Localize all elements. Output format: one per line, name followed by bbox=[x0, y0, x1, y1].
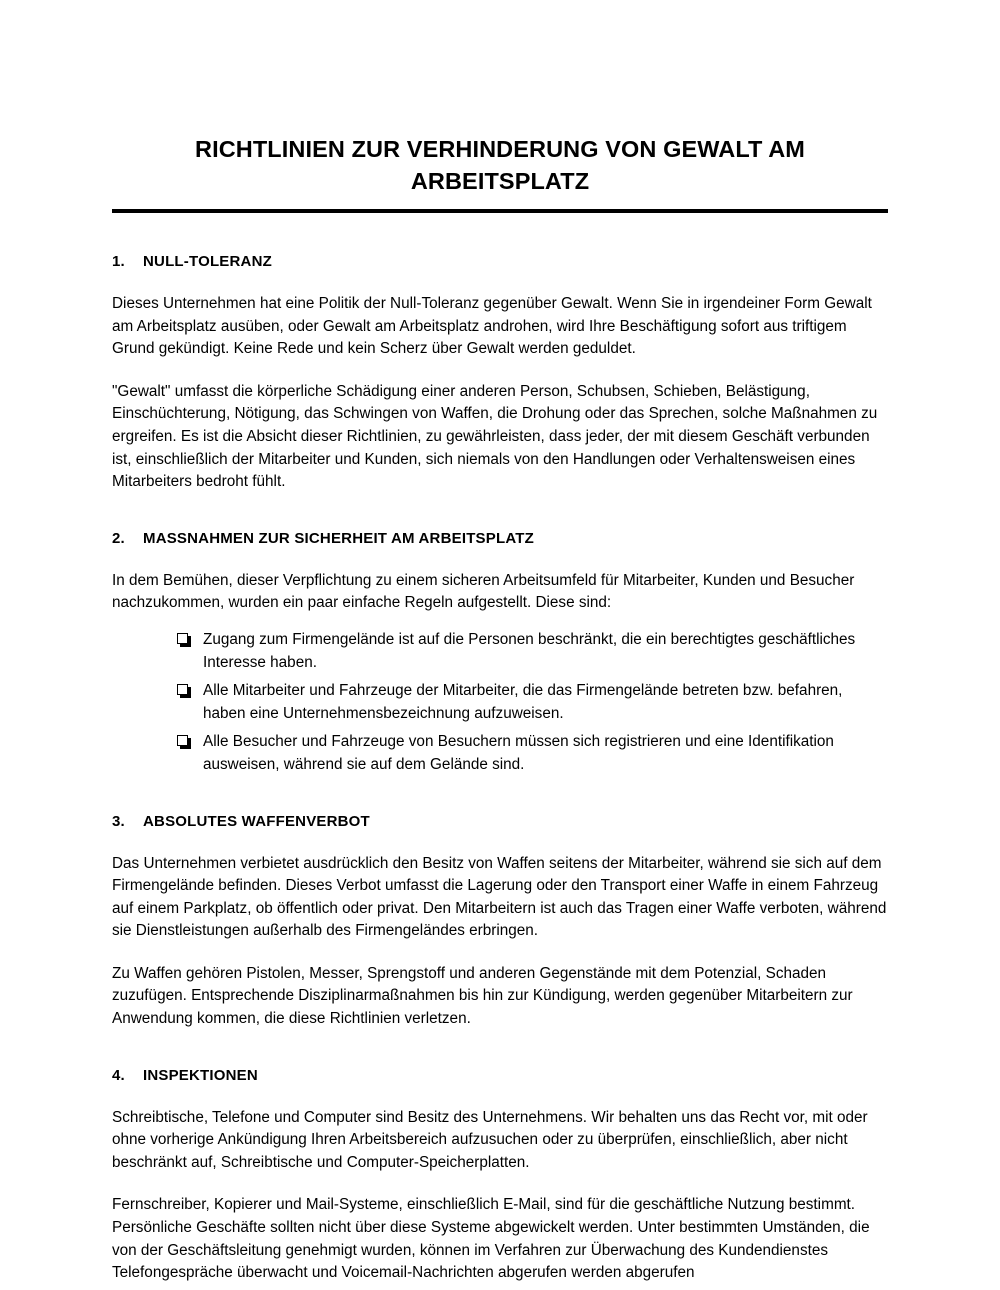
title-divider bbox=[112, 209, 888, 213]
shadowed-square-checkbox-icon bbox=[177, 735, 191, 749]
section-3 bbox=[112, 811, 888, 1031]
section-3-title: ABSOLUTES WAFFENVERBOT bbox=[143, 812, 370, 830]
section-1-heading bbox=[112, 251, 888, 272]
section-4-paragraph-1: Schreibtische, Telefone und Computer sind Besitz des Unternehmens. Wir behalten uns das Recht vor, mit oder ohne vorherige Ankündigung Ihren Arbeitsbereich aufzusuchen oder zu überprüfen, einschließlich, aber nicht beschränkt auf, Schreibtische und Computer-Speicherplatten. bbox=[112, 1108, 868, 1171]
workplace-safety-rules-list bbox=[112, 615, 888, 777]
section-3-paragraph-1: Das Unternehmen verbietet ausdrücklich den Besitz von Waffen seitens der Mitarbeiter, während sie sich auf dem Firmengelände befinden. Dieses Verbot umfasst die Lagerung oder den Transport einer Waffe in einem Fahrzeug auf einem Parkplatz, ob öffentlich oder privat. Den Mitarbeitern ist auch das Tragen einer Waffe verboten, während sie Dienstleistungen außerhalb des Firmengeländes erbringen. bbox=[112, 854, 887, 940]
page-title: RICHTLINIEN ZUR VERHINDERUNG VON GEWALT AM ARBEITSPLATZ bbox=[195, 136, 805, 194]
list-item-label: Alle Mitarbeiter und Fahrzeuge der Mitarbeiter, die das Firmengelände betreten bzw. befahren, haben eine Unternehmensbezeichnung aufzuweisen. bbox=[203, 682, 843, 722]
section-3-paragraph-2: Zu Waffen gehören Pistolen, Messer, Sprengstoff und anderen Gegenstände mit dem Potenzial, Schaden zuzufügen. Entsprechende Disziplinarmaßnahmen bis hin zur Kündigung, werden gegenüber Mitarbeitern zur Anwendung kommen, die diese Richtlinien verletzen. bbox=[112, 964, 853, 1028]
section-2-number: 2. bbox=[112, 529, 125, 547]
section-1-paragraph-2: "Gewalt" umfasst die körperliche Schädigung einer anderen Person, Schubsen, Schieben, Belästigung, Einschüchterung, Nötigung, das Schwingen von Waffen, die Drohung oder das Sprechen, solche Maßnahmen zu ergreifen. Es ist die Absicht dieser Richtlinien, zu gewährleisten, dass jeder, der mit diesem Geschäft verbunden ist, einschließlich der Mitarbeiter und Kunden, sich niemals von den Handlungen oder Verhaltensweisen eines Mitarbeiters bedroht fühlt. bbox=[112, 382, 878, 491]
section-1-title: NULL-TOLERANZ bbox=[143, 253, 272, 270]
section-1-number: 1. bbox=[112, 253, 125, 270]
section-3-heading bbox=[112, 811, 888, 832]
section-4-body bbox=[112, 1086, 888, 1285]
section-2 bbox=[112, 528, 888, 777]
shadowed-square-checkbox-icon bbox=[177, 633, 191, 647]
shadowed-square-checkbox-icon bbox=[177, 684, 191, 698]
list-item bbox=[112, 680, 888, 725]
section-2-body bbox=[112, 549, 888, 777]
section-4 bbox=[112, 1065, 888, 1285]
section-2-title: MASSNAHMEN ZUR SICHERHEIT AM ARBEITSPLATZ bbox=[143, 529, 534, 547]
list-item bbox=[112, 731, 888, 776]
section-4-paragraph-2: Fernschreiber, Kopierer und Mail-Systeme, einschließlich E-Mail, sind für die geschäftliche Nutzung bestimmt. Persönliche Geschäfte sollten nicht über diese Systeme abgewickelt werden. Unter bestimmten Umständen, die von der Geschäftsleitung genehmigt wurden, können im Verfahren zur Überwachung des Kundendienstes Telefongespräche überwacht und Voicemail-Nachrichten abgerufen werden abgerufen bbox=[112, 1196, 870, 1282]
section-4-number: 4. bbox=[112, 1066, 125, 1084]
list-item bbox=[112, 629, 888, 674]
section-1 bbox=[112, 251, 888, 494]
section-3-number: 3. bbox=[112, 812, 125, 830]
section-2-heading bbox=[112, 528, 888, 549]
section-1-paragraph-1: Dieses Unternehmen hat eine Politik der Null-Toleranz gegenüber Gewalt. Wenn Sie in irgendeiner Form Gewalt am Arbeitsplatz ausüben, oder Gewalt am Arbeitsplatz androhen, wird Ihre Beschäftigung sofort aus triftigem Grund gekündigt. Keine Rede und kein Scherz über Gewalt werden geduldet. bbox=[112, 295, 872, 358]
document-content bbox=[112, 0, 888, 1285]
section-4-title: INSPEKTIONEN bbox=[143, 1066, 258, 1084]
section-3-body bbox=[112, 832, 888, 1031]
list-item-label: Zugang zum Firmengelände ist auf die Personen beschränkt, die ein berechtigtes geschäftliches Interesse haben. bbox=[203, 630, 856, 671]
section-4-heading bbox=[112, 1065, 888, 1086]
list-item-label: Alle Besucher und Fahrzeuge von Besuchern müssen sich registrieren und eine Identifikation ausweisen, während sie auf dem Gelände sind. bbox=[203, 733, 834, 773]
section-1-body bbox=[112, 272, 888, 494]
section-2-paragraph-1: In dem Bemühen, dieser Verpflichtung zu einem sicheren Arbeitsumfeld für Mitarbeiter, Kunden und Besucher nachzukommen, wurden ein paar einfache Regeln aufgestellt. Diese sind: bbox=[112, 571, 855, 612]
